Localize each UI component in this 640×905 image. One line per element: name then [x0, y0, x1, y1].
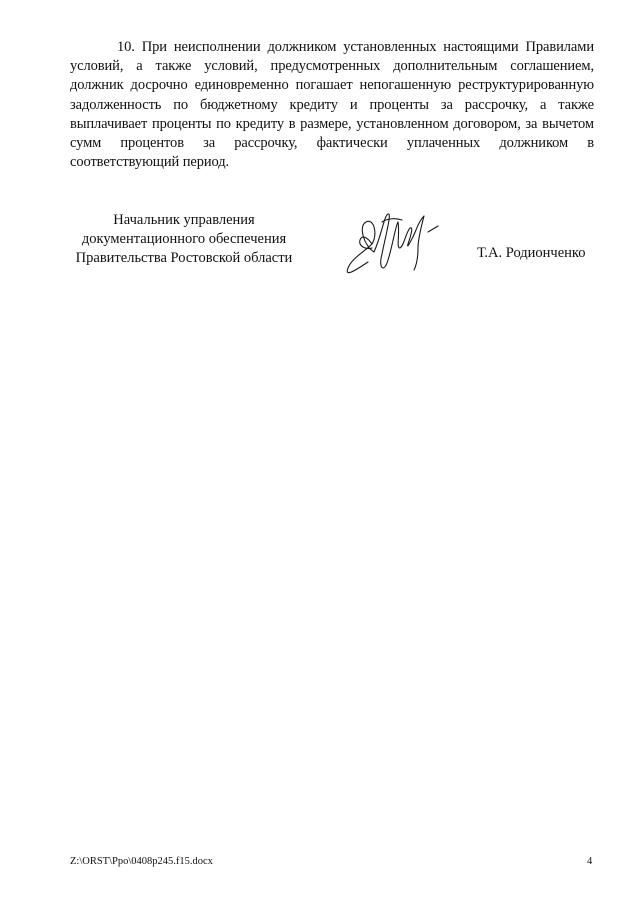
position-line-3: Правительства Ростовской области — [75, 250, 293, 267]
handwritten-signature — [338, 204, 458, 284]
signature-stroke-tail — [414, 248, 418, 270]
position-line-1: Начальник управления — [113, 212, 255, 228]
signatory-position — [64, 211, 304, 269]
signature-stroke-dash — [428, 226, 438, 232]
paragraph-10: 10. При неисполнении должником установленных настоящими Правилами условий, а также условий, предусмотренных дополнительным соглашением, должник досрочно единовременно погашает непогашенную реструктурированную задолженность по бюджетному кредиту и проценты за рассрочку, а также выплачивает проценты по кредиту в размере, установленном договором, за вычетом сумм процентов за рассрочку, фактически уплаченных должником в соответствующий период. — [70, 39, 594, 171]
signature-stroke-main — [347, 214, 424, 273]
footer-file-path: Z:\ORST\Ppo\0408p245.f15.docx — [70, 856, 213, 867]
page-number: 4 — [587, 856, 593, 867]
signer-name: Т.А. Родионченко — [477, 245, 586, 261]
position-line-2: документационного обеспечения — [81, 231, 287, 248]
